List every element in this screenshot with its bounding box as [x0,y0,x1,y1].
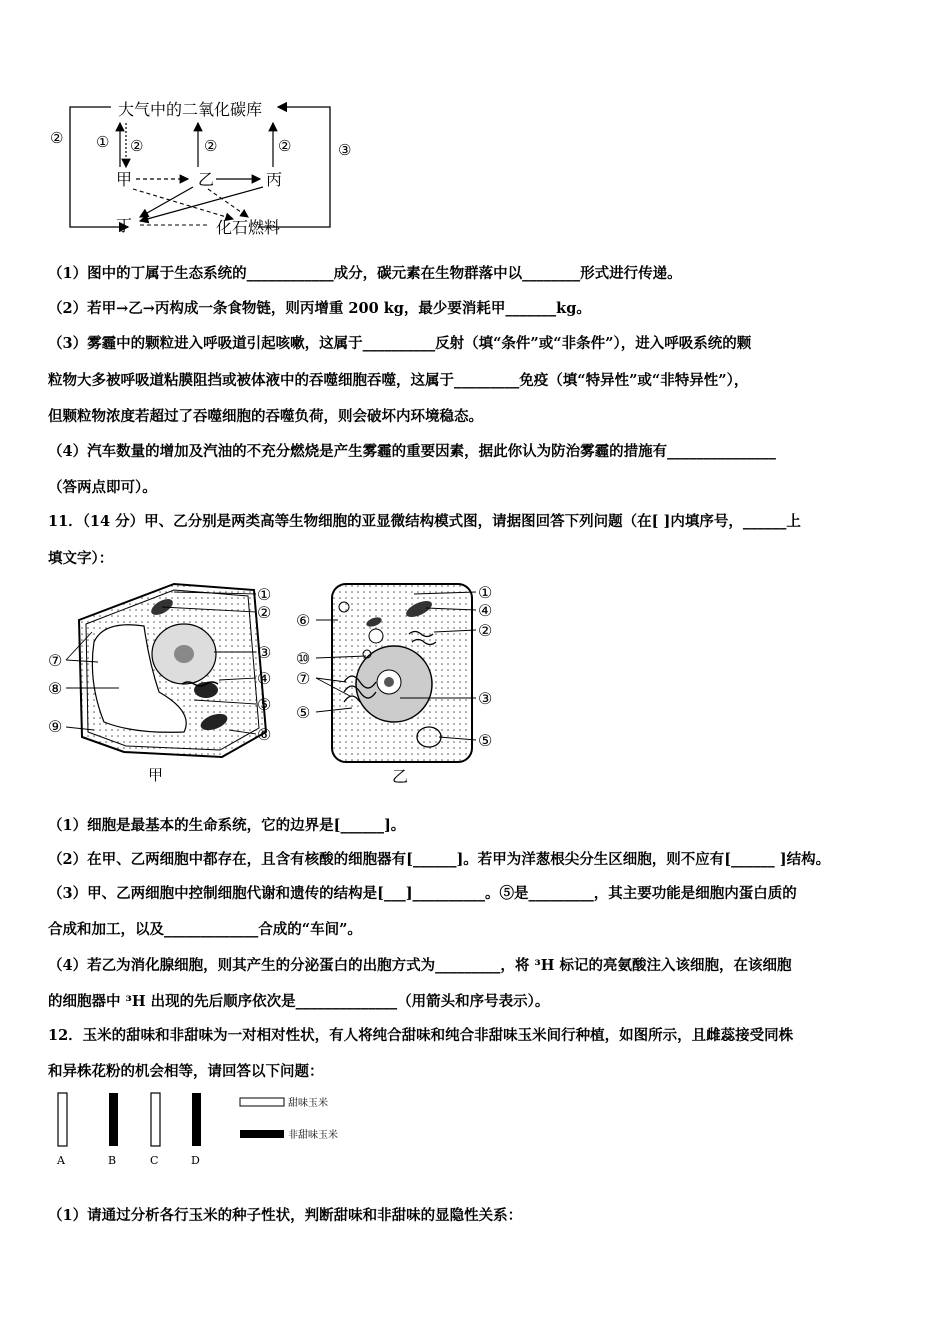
animal-cell [332,584,472,762]
q12-part1: （1）请通过分析各行玉米的种子性状，判断甜味和非甜味的显隐性关系： [48,1207,523,1224]
label-number: ② [257,603,272,622]
row-label-b: B [108,1154,117,1167]
row-label-a: A [57,1154,65,1167]
q10-part3-line3: 但颗粒物浓度若超过了吞噬细胞的吞噬负荷，则会破坏内环境稳态。 [48,408,483,425]
node-ding: 丁 [116,216,133,235]
node-jia: 甲 [116,170,133,189]
q11-part2: （2）在甲、乙两细胞中都存在，且含有核酸的细胞器有[______]。若甲为洋葱根尖分生区细胞，则不应有[______ ]结构。 [48,851,831,868]
q11-part1: （1）细胞是最基本的生命系统，它的边界是[______]。 [48,817,406,834]
q10-part2: （2）若甲→乙→丙构成一条食物链，则丙增重 200 kg，最少要消耗甲_______kg。 [48,300,591,317]
corn-rows-diagram [50,1088,370,1172]
circled-number: ② [130,137,144,155]
q11-part4-line1: （4）若乙为消化腺细胞，则其产生的分泌蛋白的出胞方式为_________，将 ³H 标记的亮氨酸注入该细胞，在该细胞 [48,957,792,974]
q10-part1: （1）图中的丁属于生态系统的____________成分，碳元素在生物群落中以________形式进行传递。 [48,265,682,282]
circled-number: ② [204,137,218,155]
label-number: ⑥ [257,725,272,744]
label-number: ① [478,583,493,602]
q10-part4-line2: （答两点即可）。 [48,479,157,496]
label-number: ⑤ [257,695,272,714]
q11-part3-line1: （3）甲、乙两细胞中控制细胞代谢和遗传的结构是[___]__________。⑤是_________，其主要功能是细胞内蛋白质的 [48,885,797,902]
cell-label-jia: 甲 [148,766,164,784]
node-bing: 丙 [266,170,283,189]
label-number: ⑩ [296,649,311,668]
legend-nonsweet: 非甜味玉米 [288,1130,338,1141]
q12-stem-line2: 和异株花粉的机会相等，请回答以下问题： [48,1063,324,1080]
node-yi: 乙 [198,170,215,189]
label-number: ⑤ [478,731,493,750]
label-number: ② [478,621,493,640]
circled-number: ② [50,129,64,147]
cell-label-yi: 乙 [392,767,409,786]
q10-part4-line1: （4）汽车数量的增加及汽油的不充分燃烧是产生雾霾的重要因素，据此你认为防治雾霾的措施有_______________ [48,443,776,460]
circled-number: ① [96,133,110,151]
node-fossil-fuel: 化石燃料 [216,218,281,237]
q10-part3-line2: 粒物大多被呼吸道粘膜阻挡或被体液中的吞噬细胞吞噬，这属于_________免疫（填“特异性”或“非特异性”）， [48,372,749,389]
label-number: ③ [478,689,493,708]
q10-part3-line1: （3）雾霾中的颗粒进入呼吸道引起咳嗽，这属于__________反射（填“条件”或“非条件”），进入呼吸系统的颗 [48,335,752,352]
circled-number: ③ [338,141,352,159]
q11-part4-line2: 的细胞器中 ³H 出现的先后顺序依次是______________（用箭头和序号表示）。 [48,993,550,1010]
label-number: ⑦ [48,651,63,670]
cell-diagrams [44,572,514,794]
label-number: ⑧ [48,679,63,698]
row-label-c: C [150,1154,159,1167]
circled-number: ② [278,137,292,155]
q12-stem-line1: 12．玉米的甜味和非甜味为一对相对性状，有人将纯合甜味和纯合非甜味玉米间行种植，如图所示，且雌蕊接受同株 [48,1027,794,1044]
label-number: ⑨ [48,717,63,736]
co2-pool-label: 大气中的二氧化碳库 [118,100,263,119]
label-number: ⑦ [296,669,311,688]
q11-stem-line2: 填文字）： [48,550,114,567]
legend-sweet: 甜味玉米 [288,1098,328,1109]
label-number: ④ [478,601,493,620]
label-number: ③ [257,643,272,662]
label-number: ① [257,585,272,604]
q11-stem-line1: 11．（14 分）甲、乙分别是两类高等生物细胞的亚显微结构模式图，请据图回答下列问题（在[ ]内填序号，______上 [48,513,801,530]
row-label-d: D [191,1154,200,1167]
label-number: ④ [257,669,272,688]
q11-part3-line2: 合成和加工，以及_____________合成的“车间”。 [48,921,362,938]
label-number: ⑥ [296,611,311,630]
label-number: ⑤ [296,703,311,722]
carbon-cycle-diagram [48,95,368,243]
